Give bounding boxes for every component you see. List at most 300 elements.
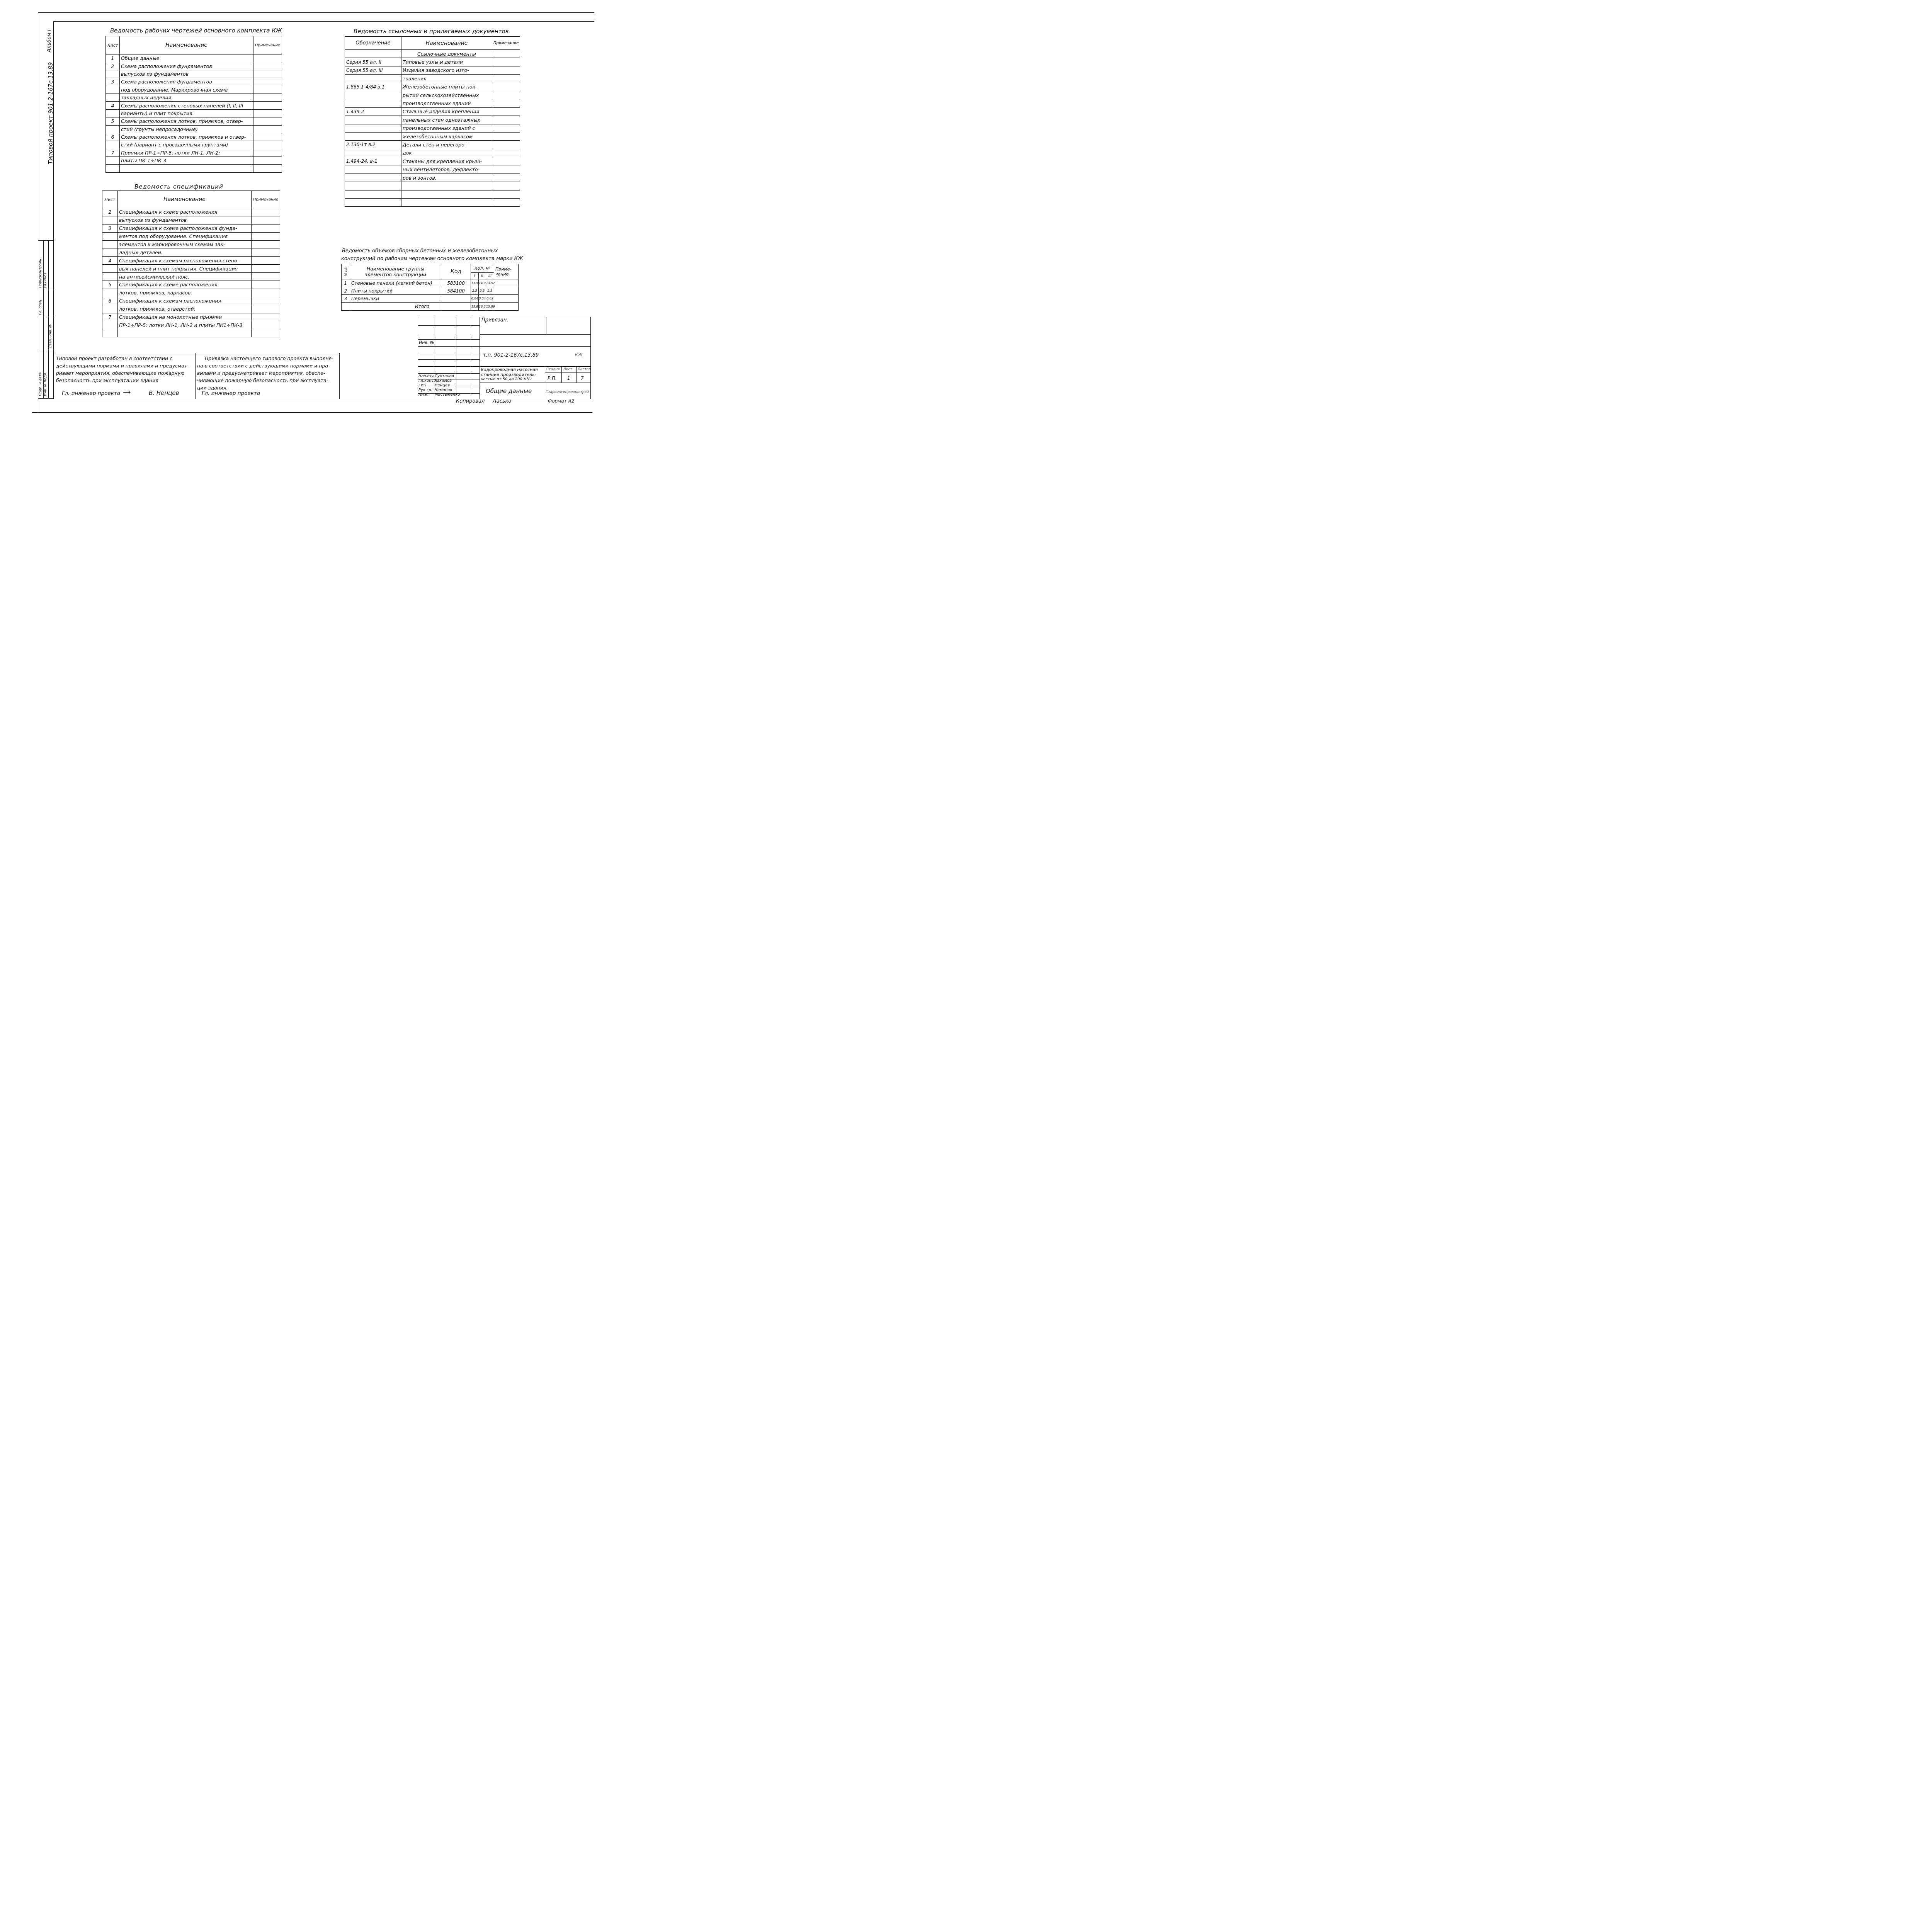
specs-note-cell: [252, 240, 280, 248]
drawings-name-cell: варианты) и плит покрытия.: [120, 109, 253, 117]
refs-designation-cell: [345, 91, 401, 99]
specs-name-cell: на антисейсмический пояс.: [118, 273, 252, 281]
specs-sheet-cell: [102, 321, 118, 329]
stamp-bound-label: Привязан.: [481, 317, 509, 323]
frame-top-line: [38, 12, 594, 13]
drawings-name-cell: Схема расположения фундаментов: [120, 78, 253, 86]
volumes-sub-1: I: [471, 273, 479, 279]
stamp-copied-label: Копировал: [456, 398, 485, 404]
drawings-sheet-cell: 7: [106, 149, 120, 156]
refs-name-cell: рытий сельскохозяйственных: [401, 91, 492, 99]
notes-right-line: Привязка настоящего типового проекта выполне-: [205, 355, 333, 361]
stamp-sheet-header: Лист: [563, 367, 572, 371]
refs-col-designation: Обозначение: [345, 37, 401, 50]
specs-col-sheet: Лист: [102, 191, 118, 208]
specs-sheet-cell: [102, 289, 118, 297]
refs-name-cell: Железобетонные плиты пок-: [401, 83, 492, 91]
drawings-row: [106, 78, 282, 86]
side-album-label: Альбом I: [46, 29, 52, 52]
stamp-person: Ненцев: [435, 383, 450, 388]
stamp-desc-line2: станция производитель-: [481, 372, 536, 377]
drawings-col-note: Примечание: [253, 36, 282, 54]
specs-name-cell: вых панелей и плит покрытия. Спецификация: [118, 265, 252, 273]
volumes-col-no-label: № п/п: [344, 266, 347, 276]
specs-title: Ведомость спецификаций: [134, 183, 223, 190]
specs-row: [102, 208, 280, 216]
refs-row: [345, 182, 520, 190]
notes-left-line: ривает мероприятия, обеспечивающие пожарную: [56, 370, 185, 376]
notes-left-line: безопасность при эксплуатации здания: [56, 378, 158, 383]
refs-designation-cell: [345, 149, 401, 157]
drawings-note-cell: [253, 78, 282, 86]
stamp-row-line: [418, 366, 480, 367]
drawings-sheet-cell: [106, 141, 120, 149]
refs-note-cell: [492, 149, 520, 157]
specs-sheet-cell: [102, 240, 118, 248]
specs-name-cell: лотков, приямков, каркасов.: [118, 289, 252, 297]
specs-sheet-cell: [102, 216, 118, 224]
specs-note-cell: [252, 329, 280, 337]
volumes-col-note: [494, 264, 519, 279]
stamp-role: Нач.отд.: [418, 374, 436, 378]
stamp-stage-header: Стадия: [546, 367, 560, 371]
drawings-table: [105, 36, 282, 173]
refs-designation-cell: [345, 190, 401, 198]
drawings-sheet-cell: 1: [106, 54, 120, 62]
refs-designation-cell: [345, 50, 401, 58]
stamp-row-line: [418, 359, 480, 360]
volumes-sub-3: III: [486, 273, 494, 279]
drawings-sheet-cell: [106, 70, 120, 78]
specs-row: [102, 232, 280, 240]
drawings-row: [106, 86, 282, 94]
drawings-row: [106, 117, 282, 125]
refs-row: [345, 116, 520, 124]
drawings-note-cell: [253, 125, 282, 133]
specs-name-cell: [118, 329, 252, 337]
refs-note-cell: [492, 66, 520, 74]
refs-row: [345, 157, 520, 165]
refs-note-cell: [492, 141, 520, 149]
stamp-stage-divider: [576, 366, 577, 383]
specs-sheet-cell: 4: [102, 257, 118, 265]
stamp-code-bottom: [480, 366, 590, 367]
refs-name-cell: Стаканы для крепления крыш-: [401, 157, 492, 165]
refs-note-cell: [492, 132, 520, 140]
refs-name-cell: Детали стен и перегоро -: [401, 141, 492, 149]
volumes-total-label: Итого: [350, 303, 441, 311]
refs-row: [345, 132, 520, 140]
refs-title: Ведомость ссылочных и прилагаемых документов: [354, 28, 509, 35]
specs-row: [102, 321, 280, 329]
drawings-title: Ведомость рабочих чертежей основного комплекта КЖ: [110, 27, 282, 34]
specs-name-cell: Спецификация к схеме расположения фунда-: [118, 224, 252, 232]
drawings-note-cell: [253, 149, 282, 156]
refs-note-cell: [492, 91, 520, 99]
specs-note-cell: [252, 273, 280, 281]
drawings-row: [106, 54, 282, 62]
drawings-note-cell: [253, 157, 282, 165]
refs-designation-cell: [345, 182, 401, 190]
volumes-note-cell: [494, 295, 519, 303]
drawings-name-cell: [120, 165, 253, 172]
refs-name-cell: железобетонным каркасом: [401, 132, 492, 140]
notes-divider: [195, 353, 196, 399]
specs-name-cell: ментов под оборудование. Спецификация: [118, 232, 252, 240]
refs-designation-cell: [345, 99, 401, 107]
specs-row: [102, 273, 280, 281]
drawings-note-cell: [253, 109, 282, 117]
refs-row: [345, 141, 520, 149]
volumes-v1-cell: 2.3: [471, 287, 479, 295]
specs-note-cell: [252, 281, 280, 289]
drawings-col-sheet: Лист: [106, 36, 120, 54]
volumes-col-no: [342, 264, 350, 279]
stamp-desc-line1: Водопроводная насосная: [481, 367, 538, 372]
specs-row: [102, 216, 280, 224]
specs-note-cell: [252, 248, 280, 257]
refs-name-cell: Ссылочные документы: [401, 50, 492, 58]
volumes-total-2: 16.3: [479, 303, 486, 311]
volumes-col-name-line2: элементов конструкции: [364, 272, 427, 277]
stamp-sheet-value: 1: [567, 376, 570, 381]
drawings-sheet-cell: 4: [106, 102, 120, 109]
volumes-no-cell: 1: [342, 279, 350, 287]
drawings-row: [106, 62, 282, 70]
drawings-sheet-cell: [106, 86, 120, 94]
stamp-role: Гл.конст.: [418, 379, 437, 383]
refs-designation-cell: [345, 124, 401, 132]
refs-note-cell: [492, 58, 520, 66]
volumes-title-line1: Ведомость объемов сборных бетонных и железобетонных: [342, 248, 498, 254]
drawings-note-cell: [253, 70, 282, 78]
refs-row: [345, 75, 520, 83]
specs-name-cell: выпусков из фундаментов: [118, 216, 252, 224]
drawings-name-cell: Общие данные: [120, 54, 253, 62]
notes-right-border: [339, 353, 340, 399]
stamp-desc-line3: ностью от 50 до 200 м³/ч: [481, 377, 532, 381]
drawings-sheet-cell: 5: [106, 117, 120, 125]
side-project-code: Типовой проект 901-2-167с.13.89: [47, 62, 54, 164]
volumes-v2-cell: 0.04: [479, 295, 486, 303]
refs-note-cell: [492, 165, 520, 173]
refs-row: [345, 99, 520, 107]
refs-row: [345, 124, 520, 132]
drawings-note-cell: [253, 133, 282, 141]
refs-name-cell: Типовые узлы и детали: [401, 58, 492, 66]
specs-note-cell: [252, 224, 280, 232]
volumes-note-cell: [494, 279, 519, 287]
specs-name-cell: Спецификация к схемам расположения: [118, 297, 252, 305]
drawings-name-cell: Схемы расположения лотков, приямков, отвер-: [120, 117, 253, 125]
stamp-role: ГИП: [418, 383, 427, 388]
refs-name-cell: панельных стен одноэтажных: [401, 116, 492, 124]
drawings-name-cell: плиты ПК-1÷ПК-3: [120, 157, 253, 165]
specs-sheet-cell: [102, 265, 118, 273]
specs-sheet-cell: [102, 248, 118, 257]
side-stamp-label: Нормоконтроль: [39, 259, 43, 288]
drawings-sheet-cell: [106, 109, 120, 117]
refs-designation-cell: [345, 199, 401, 207]
specs-name-cell: элементов к маркировочным схемам зак-: [118, 240, 252, 248]
drawings-row: [106, 141, 282, 149]
volumes-row: [342, 295, 519, 303]
volumes-name-cell: Стеновые панели (легкий бетон): [350, 279, 441, 287]
stamp-sheet-title: Общие данные: [486, 388, 532, 395]
specs-name-cell: лотков, приямков, отверстий.: [118, 305, 252, 313]
stamp-row-line: [418, 325, 480, 326]
volumes-v2-cell: 14.0: [479, 279, 486, 287]
volumes-v3-cell: 2.3: [486, 287, 494, 295]
volumes-v1-cell: 0.04: [471, 295, 479, 303]
volumes-v3-cell: 13.57: [486, 279, 494, 287]
specs-note-cell: [252, 216, 280, 224]
volumes-v2-cell: 2.3: [479, 287, 486, 295]
volumes-code-cell: 583100: [441, 279, 471, 287]
volumes-v1-cell: 13.5: [471, 279, 479, 287]
drawings-name-cell: закладных изделий.: [120, 94, 253, 101]
specs-name-cell: Спецификация на монолитные приямки: [118, 313, 252, 321]
specs-row: [102, 224, 280, 232]
refs-designation-cell: [345, 165, 401, 173]
refs-designation-cell: 2.130-1т в.2: [345, 141, 401, 149]
drawings-row: [106, 125, 282, 133]
drawings-note-cell: [253, 62, 282, 70]
refs-note-cell: [492, 99, 520, 107]
volumes-col-note-line1: Приме-: [495, 267, 512, 272]
drawings-row: [106, 102, 282, 109]
volumes-name-cell: Перемычки: [350, 295, 441, 303]
drawings-row: [106, 94, 282, 101]
refs-note-cell: [492, 124, 520, 132]
volumes-total-cell: [342, 303, 350, 311]
frame-bottom-line: [32, 412, 592, 413]
stamp-row-line: [418, 373, 480, 374]
refs-name-cell: производственных зданий с: [401, 124, 492, 132]
notes-right-line: вилами и предусматривает мероприятия, обеспе-: [197, 370, 325, 376]
specs-note-cell: [252, 257, 280, 265]
drawings-note-cell: [253, 141, 282, 149]
stamp-person: Мастыненко: [435, 393, 460, 397]
volumes-col-name: [350, 264, 441, 279]
volumes-sub-2: II: [479, 273, 486, 279]
frame-sub-top-line: [53, 21, 594, 22]
notes-left-sign-label: Гл. инженер проекта: [62, 390, 121, 396]
specs-sheet-cell: [102, 329, 118, 337]
drawings-name-cell: Схема расположения фундаментов: [120, 62, 253, 70]
refs-name-cell: ных вентиляторов, дефлекто-: [401, 165, 492, 173]
specs-sheet-cell: [102, 273, 118, 281]
refs-row: [345, 83, 520, 91]
drawings-note-cell: [253, 86, 282, 94]
stamp-row-line: [418, 346, 480, 347]
specs-row: [102, 248, 280, 257]
drawings-note-cell: [253, 54, 282, 62]
drawings-name-cell: под оборудование. Маркировочная схема: [120, 86, 253, 94]
specs-col-note: Примечание: [252, 191, 280, 208]
refs-designation-cell: 1.439-2: [345, 107, 401, 116]
volumes-row: [342, 279, 519, 287]
stamp-stage-divider: [561, 366, 562, 383]
volumes-total-3: 15.89: [486, 303, 494, 311]
refs-row: [345, 66, 520, 74]
drawings-note-cell: [253, 165, 282, 172]
refs-row: [345, 190, 520, 198]
drawings-col-name: Наименование: [120, 36, 253, 54]
specs-note-cell: [252, 208, 280, 216]
specs-sheet-cell: [102, 232, 118, 240]
refs-note-cell: [492, 83, 520, 91]
refs-row: [345, 165, 520, 173]
drawings-name-cell: стий (грунты непросадочные): [120, 125, 253, 133]
volumes-note-cell: [494, 287, 519, 295]
drawings-name-cell: Схемы расположения стеновых панелей (I, II, III: [120, 102, 253, 109]
refs-name-cell: [401, 182, 492, 190]
volumes-col-note-line2: чание: [495, 272, 509, 277]
refs-table: [345, 36, 520, 207]
drawings-sheet-cell: [106, 157, 120, 165]
specs-note-cell: [252, 305, 280, 313]
volumes-total-cell: [494, 303, 519, 311]
notes-right-sign-label: Гл. инженер проекта: [202, 390, 260, 396]
refs-name-cell: Стальные изделия креплений: [401, 107, 492, 116]
specs-note-cell: [252, 289, 280, 297]
drawings-row: [106, 109, 282, 117]
refs-designation-cell: [345, 75, 401, 83]
refs-row: [345, 173, 520, 182]
refs-col-name: Наименование: [401, 37, 492, 50]
refs-designation-cell: 1.494-24. в-1: [345, 157, 401, 165]
stamp-code-suffix: КЖ: [575, 352, 583, 357]
refs-note-cell: [492, 116, 520, 124]
specs-name-cell: Спецификация к схеме расположения: [118, 208, 252, 216]
specs-sheet-cell: 2: [102, 208, 118, 216]
volumes-total-1: 15.9: [471, 303, 479, 311]
stamp-person: Рахимов: [435, 379, 452, 383]
specs-row: [102, 289, 280, 297]
specs-row: [102, 257, 280, 265]
volumes-table: [341, 264, 519, 311]
drawings-row: [106, 149, 282, 156]
specs-row: [102, 297, 280, 305]
stamp-inv-label: Инв. №: [419, 340, 435, 345]
specs-row: [102, 305, 280, 313]
stamp-org: Гидроингипроводстрой: [546, 390, 589, 394]
refs-note-cell: [492, 75, 520, 83]
drawings-row: [106, 165, 282, 172]
volumes-row: [342, 287, 519, 295]
volumes-col-vol: Кол. м³: [471, 264, 494, 273]
refs-row: [345, 58, 520, 66]
volumes-code-cell: 584100: [441, 287, 471, 295]
refs-name-cell: Изделия заводского изго-: [401, 66, 492, 74]
specs-note-cell: [252, 232, 280, 240]
drawings-row: [106, 133, 282, 141]
drawings-sheet-cell: [106, 165, 120, 172]
refs-name-cell: [401, 199, 492, 207]
stamp-person: Чоманов: [435, 388, 452, 392]
drawings-note-cell: [253, 117, 282, 125]
specs-table: [102, 190, 280, 337]
stamp-row-line: [418, 339, 480, 340]
stamp-sheets-value: 7: [581, 376, 584, 381]
stamp-sheets-header: Листов: [578, 367, 591, 371]
volumes-col-code: Код: [441, 264, 471, 279]
specs-note-cell: [252, 297, 280, 305]
drawings-note-cell: [253, 102, 282, 109]
stamp-format: Формат А2: [548, 398, 575, 404]
specs-note-cell: [252, 265, 280, 273]
stamp-person: Султанов: [435, 374, 454, 378]
refs-designation-cell: [345, 173, 401, 182]
refs-name-cell: производственных зданий: [401, 99, 492, 107]
specs-sheet-cell: 7: [102, 313, 118, 321]
drawings-row: [106, 157, 282, 165]
stamp-right-line: [590, 317, 591, 399]
refs-row: [345, 199, 520, 207]
volumes-no-cell: 2: [342, 287, 350, 295]
stamp-role: Рук.гр.: [418, 388, 432, 392]
refs-note-cell: [492, 173, 520, 182]
drawings-name-cell: Приямки ПР-1÷ПР-5, лотки ЛН-1, ЛН-2;: [120, 149, 253, 156]
drawings-row: [106, 70, 282, 78]
refs-designation-cell: Серия 55 ал. III: [345, 66, 401, 74]
specs-row: [102, 281, 280, 289]
drawings-note-cell: [253, 94, 282, 101]
volumes-total-cell: [441, 303, 471, 311]
side-stamp-label: Гл. спец.: [39, 299, 43, 315]
refs-col-note: Примечание: [492, 37, 520, 50]
side-stamp-label: Взам. инв. №: [49, 324, 53, 348]
volumes-code-cell: [441, 295, 471, 303]
refs-row: [345, 107, 520, 116]
notes-left-line: Типовой проект разработан в соответствии с: [56, 355, 172, 361]
side-stamp-label: Подп. и дата: [39, 372, 43, 396]
side-stamp-name: Рахимов: [44, 272, 48, 288]
volumes-v3-cell: 0.02: [486, 295, 494, 303]
drawings-sheet-cell: 3: [106, 78, 120, 86]
volumes-title-line2: конструкций по рабочим чертежам основного комплекта марки КЖ: [341, 256, 523, 262]
stamp-copied-name: Ласько: [493, 398, 512, 404]
drawings-name-cell: стий (вариант с просадочными грунтами): [120, 141, 253, 149]
stamp-bound-line: [480, 334, 590, 335]
notes-right-line: ции здания.: [197, 385, 228, 391]
specs-row: [102, 265, 280, 273]
refs-name-cell: ров и зонтов.: [401, 173, 492, 182]
refs-name-cell: [401, 190, 492, 198]
specs-note-cell: [252, 313, 280, 321]
refs-row: [345, 50, 520, 58]
notes-left-line: действующими нормами и правилами и предусмат-: [56, 363, 189, 369]
specs-note-cell: [252, 321, 280, 329]
refs-note-cell: [492, 199, 520, 207]
refs-designation-cell: [345, 116, 401, 124]
volumes-no-cell: 3: [342, 295, 350, 303]
notes-right-line: чивающие пожарную безопасность при эксплуата-: [197, 378, 328, 383]
side-stamp-divider: [48, 240, 49, 398]
volumes-name-cell: Плиты покрытий: [350, 287, 441, 295]
notes-left-sign-name: В. Ненцев: [149, 389, 179, 396]
specs-name-cell: ладных деталей.: [118, 248, 252, 257]
refs-note-cell: [492, 190, 520, 198]
refs-designation-cell: [345, 132, 401, 140]
specs-name-cell: Спецификация к схеме расположения: [118, 281, 252, 289]
specs-row: [102, 329, 280, 337]
volumes-body: [342, 279, 519, 303]
notes-right-line: на в соответствии с действующими нормами и пра-: [197, 363, 330, 369]
stamp-stage-value: Р.П.: [548, 376, 557, 381]
specs-sheet-cell: 5: [102, 281, 118, 289]
